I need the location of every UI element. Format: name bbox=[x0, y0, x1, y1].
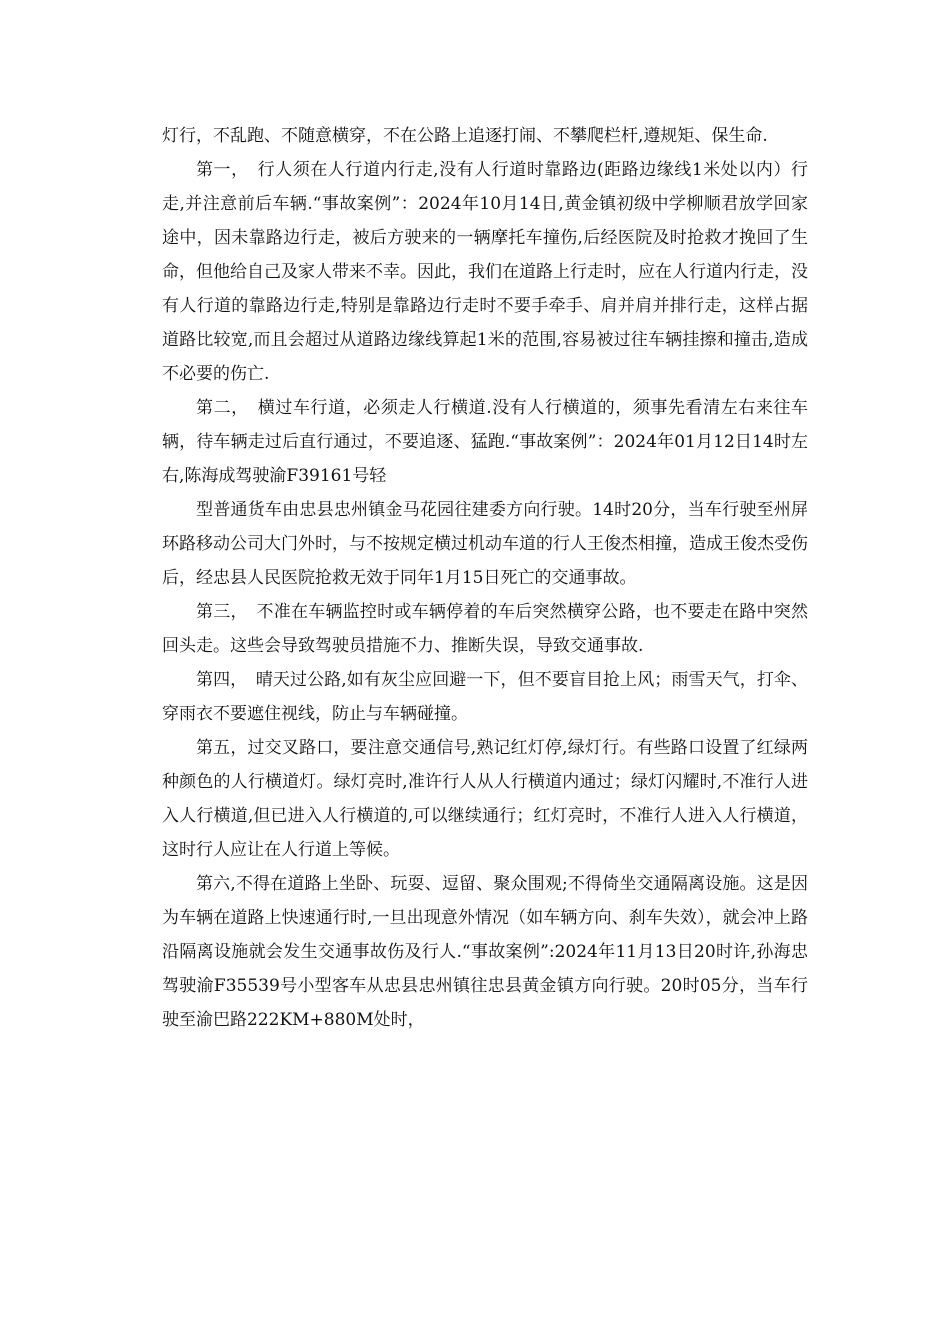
document-body bbox=[162, 119, 808, 1037]
paragraph-continuation: 灯行，不乱跑、不随意横穿，不在公路上追逐打闹、不攀爬栏杆,遵规矩、保生命. bbox=[162, 126, 768, 146]
paragraph-rule-4: 第四， 晴天过公路,如有灰尘应回避一下，但不要盲目抢上风；雨雪天气，打伞、穿雨衣不要遮住视线，防止与车辆碰撞。 bbox=[162, 670, 808, 724]
paragraph-rule-5: 第五，过交叉路口，要注意交通信号,熟记红灯停,绿灯行。有些路口设置了红绿两种颜色的人行横道灯。绿灯亮时,准许行人从人行横道内通过；绿灯闪耀时,不准行人进入人行横道,但已进入人行横道的,可以继续通行；红灯亮时，不准行人进入人行横道，这时行人应让在人行道上等候。 bbox=[162, 738, 808, 860]
paragraph-rule-3: 第三， 不准在车辆监控时或车辆停着的车后突然横穿公路，也不要走在路中突然回头走。这些会导致驾驶员措施不力、推断失误，导致交通事故. bbox=[162, 602, 808, 656]
paragraph-rule-6: 第六,不得在道路上坐卧、玩耍、逗留、聚众围观;不得倚坐交通隔离设施。这是因为车辆在道路上快速通行时,一旦出现意外情况（如车辆方向、刹车失效），就会冲上路沿隔离设施就会发生交通事故伤及行人.“事故案例”:2024年11月13日20时许,孙海忠驾驶渝F35539号小型客车从忠县忠州镇往忠县黄金镇方向行驶。20时05分，当车行驶至渝巴路222KM+880M处时， bbox=[162, 874, 808, 1030]
paragraph-rule-1: 第一， 行人须在人行道内行走,没有人行道时靠路边(距路边缘线1米处以内）行走,并注意前后车辆.“事故案例”：2024年10月14日,黄金镇初级中学柳顺君放学回家途中，因未靠路边行走，被后方驶来的一辆摩托车撞伤,后经医院及时抢救才挽回了生命，但他给自己及家人带来不幸。因此，我们在道路上行走时，应在人行道内行走，没有人行道的靠路边行走,特别是靠路边行走时不要手牵手、肩并肩并排行走，这样占据道路比较宽,而且会超过从道路边缘线算起1米的范围,容易被过往车辆挂擦和撞击,造成不必要的伤亡. bbox=[162, 160, 808, 384]
paragraph-rule-2: 第二， 横过车行道，必须走人行横道.没有人行横道的，须事先看清左右来往车辆，待车辆走过后直行通过，不要追逐、猛跑.“事故案例”：2024年01月12日14时左右,陈海成驾驶渝F39161号轻 bbox=[162, 398, 808, 486]
paragraph-case-detail: 型普通货车由忠县忠州镇金马花园往建委方向行驶。14时20分，当车行驶至州屏环路移动公司大门外时，与不按规定横过机动车道的行人王俊杰相撞，造成王俊杰受伤后，经忠县人民医院抢救无效于同年1月15日死亡的交通事故。 bbox=[162, 500, 808, 588]
